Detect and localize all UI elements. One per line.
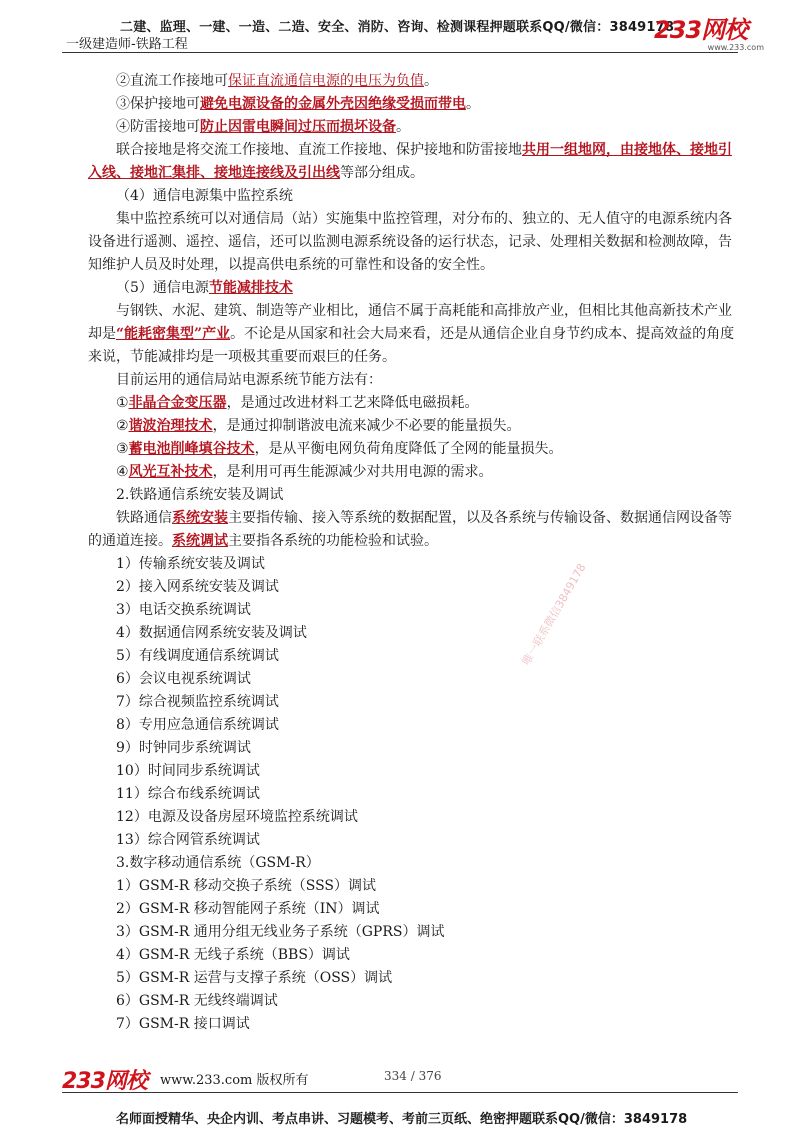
- list-item: 2）接入网系统安装及调试: [116, 579, 279, 595]
- list-item: 12）电源及设备房屋环境监控系统调试: [116, 809, 358, 825]
- highlight: 谐波治理技术: [128, 418, 213, 434]
- brand-logo: [654, 18, 764, 56]
- header-subject: 一级建造师-铁路工程: [66, 37, 188, 52]
- text: ，是从平衡电网负荷角度降低了全网的能量损失。: [254, 441, 563, 457]
- list-item: 11）综合布线系统调试: [116, 786, 260, 802]
- page-footer: [0, 1060, 800, 1132]
- list-item: 3）GSM-R 通用分组无线业务子系统（GPRS）调试: [116, 924, 445, 940]
- text: 联合接地是将交流工作接地、直流工作接地、保护接地和防雷接地: [116, 142, 522, 158]
- list-item: 5）有线调度通信系统调试: [116, 648, 279, 664]
- paragraph-joint-grounding: [88, 139, 743, 185]
- method-item: [88, 415, 743, 438]
- highlight: 蓄电池削峰填谷技术: [128, 441, 255, 457]
- heading-monitoring-system: （4）通信电源集中监控系统: [116, 188, 293, 204]
- method-item: [88, 461, 743, 484]
- list-item: 6）GSM-R 无线终端调试: [116, 993, 278, 1009]
- highlight: 非晶合金变压器: [128, 395, 227, 411]
- text: 等部分组成。: [340, 165, 424, 181]
- paragraph-monitoring: 集中监控系统可以对通信局（站）实施集中监控管理，对分布的、独立的、无人值守的电源系统内各设备进行遥测、遥控、遥信，还可以监测电源系统设备的运行状态，记录、处理相关数据和检测故障，告知维护人员及时处理，以提高供电系统的可靠性和设备的安全性。: [88, 211, 732, 273]
- paragraph-lightning-grounding: [88, 116, 743, 139]
- text: ④: [116, 464, 129, 480]
- page-header: [0, 0, 800, 60]
- footer-contact-line: 名师面授精华、央企内训、考点串讲、习题模考、考前三页纸、绝密押题联系QQ/微信：3849178: [116, 1112, 688, 1127]
- text: 主要指传输、接入等系统的数据配置，以及各系统与传输设备、数据通信网设备等的通道连接。: [88, 510, 732, 549]
- section-heading: 3.数字移动通信系统（GSM-R）: [116, 855, 320, 871]
- logo-url: www.233.com: [707, 43, 764, 52]
- list-item: 7）综合视频监控系统调试: [116, 694, 279, 710]
- highlight: “能耗密集型”产业: [116, 326, 231, 342]
- text: ④防雷接地可: [116, 119, 200, 135]
- list-item: 10）时间同步系统调试: [116, 763, 260, 779]
- highlight: 系统安装: [172, 510, 228, 526]
- list-item: 1）GSM-R 移动交换子系统（SSS）调试: [116, 878, 377, 894]
- footer-copyright: www.233.com 版权所有: [160, 1073, 309, 1088]
- text: 。: [396, 119, 410, 135]
- highlight: 避免电源设备的金属外壳因绝缘受损而带电: [200, 96, 466, 112]
- watermark: 唯一联系微信3849178: [519, 561, 589, 668]
- logo-text: 233网校: [654, 16, 748, 44]
- list-item: 1）传输系统安装及调试: [116, 556, 265, 572]
- text: ③保护接地可: [116, 96, 200, 112]
- text: （5）通信电源: [116, 280, 209, 296]
- list-item: 6）会议电视系统调试: [116, 671, 251, 687]
- text: ②: [116, 418, 129, 434]
- highlight: 保证直流通信电源的电压为负值: [228, 73, 424, 89]
- text: 。不论是从国家和社会大局来看，还是从通信企业自身节约成本、提高效益的角度来说，节能减排均是一项极其重要而艰巨的任务。: [88, 326, 735, 365]
- list-item: 7）GSM-R 接口调试: [116, 1016, 250, 1032]
- highlight: 节能减排技术: [208, 280, 293, 296]
- text: 与钢铁、水泥、建筑、制造等产业相比，通信不属于高耗能和高排放产业，但相比其他高新技术产业却是: [88, 303, 732, 342]
- text: ③: [116, 441, 129, 457]
- paragraph-installation: [88, 507, 743, 553]
- text: ，是通过改进材料工艺来降低电磁损耗。: [226, 395, 479, 411]
- header-contact-line: 二建、监理、一建、一造、二造、安全、消防、咨询、检测课程押题联系QQ/微信：3849178: [120, 20, 675, 35]
- gsmr-list: [88, 875, 743, 1036]
- heading-energy-saving: [88, 277, 743, 300]
- text: ②直流工作接地可: [116, 73, 228, 89]
- text: 。: [424, 73, 438, 89]
- text: ，是利用可再生能源减少对共用电源的需求。: [212, 464, 493, 480]
- highlight: 共用一组地网，由接地体、接地引入线、接地汇集排、接地连接线及引出线: [88, 142, 732, 181]
- list-item: 5）GSM-R 运营与支撑子系统（OSS）调试: [116, 970, 393, 986]
- paragraph-protective-grounding: [88, 93, 743, 116]
- paragraph-methods-intro: 目前运用的通信局站电源系统节能方法有：: [116, 372, 382, 388]
- text: ，是通过抑制谐波电流来减少不必要的能量损失。: [212, 418, 521, 434]
- method-item: [88, 438, 743, 461]
- method-item: [88, 392, 743, 415]
- section-heading: 2.铁路通信系统安装及调试: [116, 487, 284, 503]
- footer-logo: 233网校: [62, 1069, 147, 1094]
- page-number: 334 / 376: [384, 1069, 442, 1083]
- document-body: [88, 70, 743, 1036]
- list-item: 4）数据通信网系统安装及调试: [116, 625, 307, 641]
- paragraph-dc-grounding: [88, 70, 743, 93]
- text: ①: [116, 395, 129, 411]
- list-item: 13）综合网管系统调试: [116, 832, 260, 848]
- text: 铁路通信: [116, 510, 172, 526]
- text: 主要指各系统的功能检验和试验。: [228, 533, 438, 549]
- list-item: 3）电话交换系统调试: [116, 602, 251, 618]
- highlight: 风光互补技术: [128, 464, 213, 480]
- header-divider: [62, 52, 738, 53]
- list-item: 8）专用应急通信系统调试: [116, 717, 279, 733]
- list-item: 4）GSM-R 无线子系统（BBS）调试: [116, 947, 350, 963]
- text: 。: [466, 96, 480, 112]
- installation-list: [88, 553, 743, 852]
- highlight: 防止因雷电瞬间过压而损坏设备: [200, 119, 396, 135]
- list-item: 9）时钟同步系统调试: [116, 740, 251, 756]
- list-item: 2）GSM-R 移动智能网子系统（IN）调试: [116, 901, 380, 917]
- footer-divider: [62, 1092, 738, 1093]
- paragraph-energy-intensive: [88, 300, 743, 369]
- highlight: 系统调试: [172, 533, 228, 549]
